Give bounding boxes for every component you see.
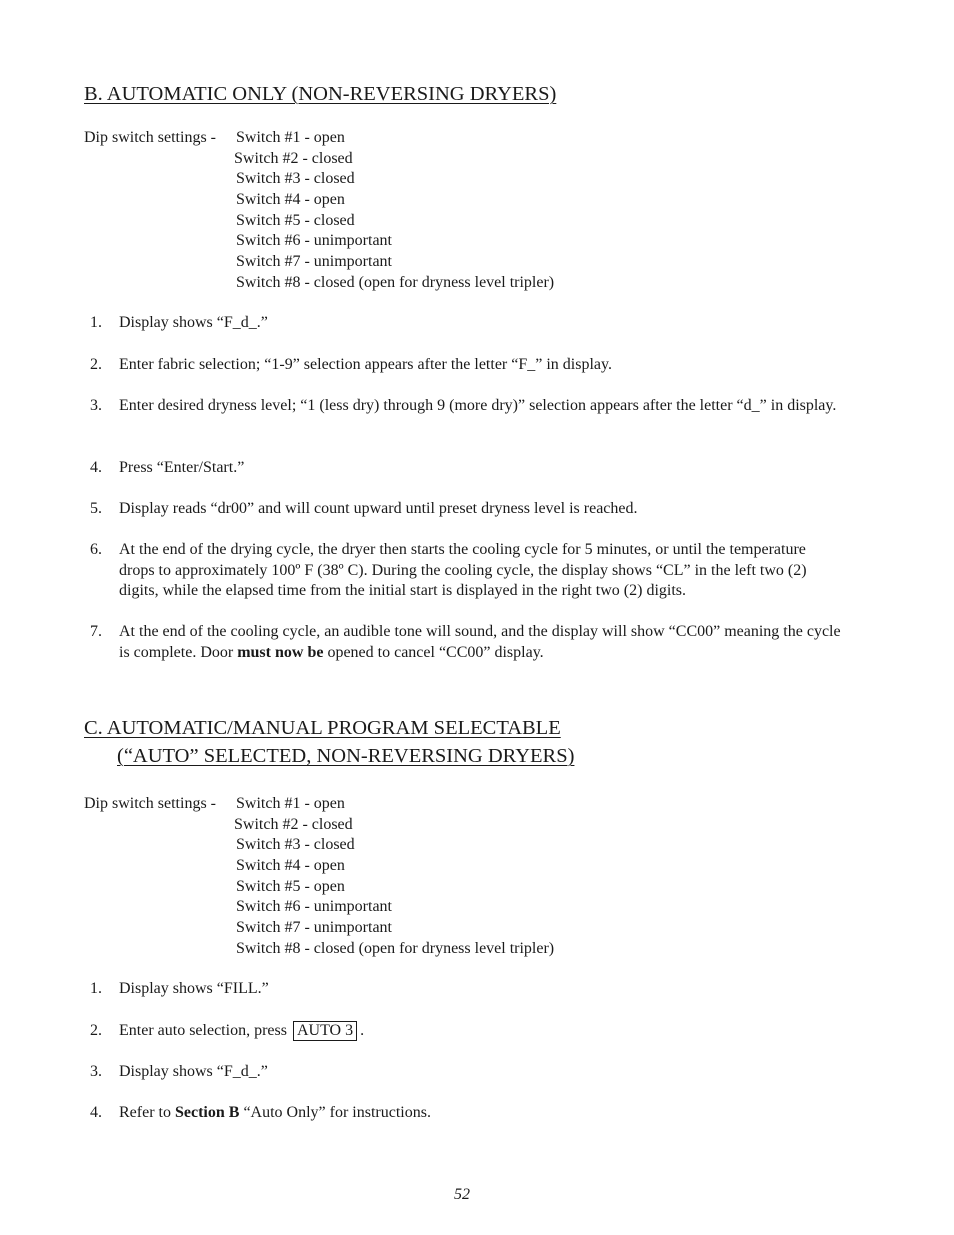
step-text: Display shows “F_d_.”	[119, 314, 268, 331]
dip-switch-8: Switch #8 - closed (open for dryness level tripler)	[236, 939, 555, 957]
dip-switch-5: Switch #5 - open	[236, 877, 345, 895]
list-item	[84, 979, 844, 1000]
step-text: Press “Enter/Start.”	[119, 459, 245, 476]
step-text: At the end of the drying cycle, the dryer then starts the cooling cycle for 5 minutes, or until the temperature drops to approximately 100º F (38º C). During the cooling cycle, the display shows “CL” in the left two (2) digits, while the elapsed time from the initial start is displayed in the right two (2) digits.	[119, 541, 807, 600]
step-number: 5.	[90, 500, 102, 517]
list-item	[84, 540, 844, 602]
step-number: 1.	[90, 980, 102, 997]
step-number: 1.	[90, 314, 102, 331]
dip-switch-1: Switch #1 - open	[236, 795, 345, 812]
step-text-part: At the end of the cooling cycle, an audible tone will sound, and the display will show “CC00” meaning the cycle is complete. Door	[119, 623, 841, 661]
list-item	[84, 1021, 844, 1042]
dip-switch-label: Dip switch settings -	[84, 129, 216, 146]
list-item	[84, 396, 844, 417]
list-item	[84, 1103, 844, 1124]
step-text	[119, 1021, 844, 1042]
step-text: Display shows “FILL.”	[119, 980, 269, 997]
step-text-part: opened to cancel “CC00” display.	[323, 643, 544, 661]
bold-emphasis: Section B	[174, 1104, 240, 1121]
section-b-heading: B. AUTOMATIC ONLY (NON-REVERSING DRYERS)	[84, 83, 557, 105]
list-item	[84, 1062, 844, 1083]
step-number: 4.	[90, 1104, 102, 1121]
dip-switch-4: Switch #4 - open	[236, 857, 345, 875]
step-text: Display reads “dr00” and will count upward until preset dryness level is reached.	[119, 500, 638, 517]
step-number: 3.	[90, 1063, 102, 1080]
section-c-heading-line1: C. AUTOMATIC/MANUAL PROGRAM SELECTABLE	[84, 717, 561, 739]
list-item	[84, 499, 844, 520]
dip-switch-6: Switch #6 - unimportant	[236, 232, 392, 250]
dip-switch-2: Switch #2 - closed	[234, 149, 353, 167]
dip-switch-2: Switch #2 - closed	[234, 815, 353, 833]
step-text-part: Enter auto selection, press	[119, 1022, 287, 1039]
section-c-heading	[84, 714, 574, 770]
dip-switch-3: Switch #3 - closed	[236, 170, 355, 188]
step-number: 2.	[90, 356, 102, 373]
step-text-part: Refer to	[119, 1104, 175, 1121]
list-item	[84, 622, 844, 663]
dip-switch-7: Switch #7 - unimportant	[236, 253, 392, 271]
step-text: Enter fabric selection; “1-9” selection appears after the letter “F_” in display.	[119, 356, 612, 373]
step-number: 6.	[90, 541, 102, 558]
step-number: 7.	[90, 623, 102, 640]
step-text	[119, 1103, 844, 1124]
list-item	[84, 313, 844, 334]
list-item	[84, 458, 844, 479]
step-text-part: .	[360, 1022, 365, 1039]
step-number: 2.	[90, 1022, 102, 1039]
step-number: 4.	[90, 459, 102, 476]
dip-switch-list	[236, 794, 554, 960]
dip-switch-8: Switch #8 - closed (open for dryness level tripler)	[236, 273, 555, 291]
page-number: 52	[454, 1186, 470, 1203]
dip-switch-1: Switch #1 - open	[236, 129, 345, 146]
dip-switch-6: Switch #6 - unimportant	[236, 898, 392, 916]
step-text: Display shows “F_d_.”	[119, 1063, 268, 1080]
step-number: 3.	[90, 397, 102, 414]
dip-switch-label: Dip switch settings -	[84, 795, 216, 812]
dip-switch-3: Switch #3 - closed	[236, 836, 355, 854]
dip-switch-7: Switch #7 - unimportant	[236, 919, 392, 937]
dip-switch-4: Switch #4 - open	[236, 191, 345, 209]
dip-switch-list	[236, 128, 554, 294]
step-text	[119, 622, 844, 663]
bold-emphasis: must now be	[237, 643, 324, 661]
step-text-part: “Auto Only” for instructions.	[239, 1104, 431, 1121]
step-text: Enter desired dryness level; “1 (less dry) through 9 (more dry)” selection appears after the letter “d_” in display.	[119, 397, 837, 414]
auto-3-key: AUTO 3	[293, 1021, 357, 1041]
dip-switch-5: Switch #5 - closed	[236, 211, 355, 229]
list-item	[84, 355, 844, 376]
section-c-heading-line2: (“AUTO” SELECTED, NON-REVERSING DRYERS)	[117, 745, 575, 767]
